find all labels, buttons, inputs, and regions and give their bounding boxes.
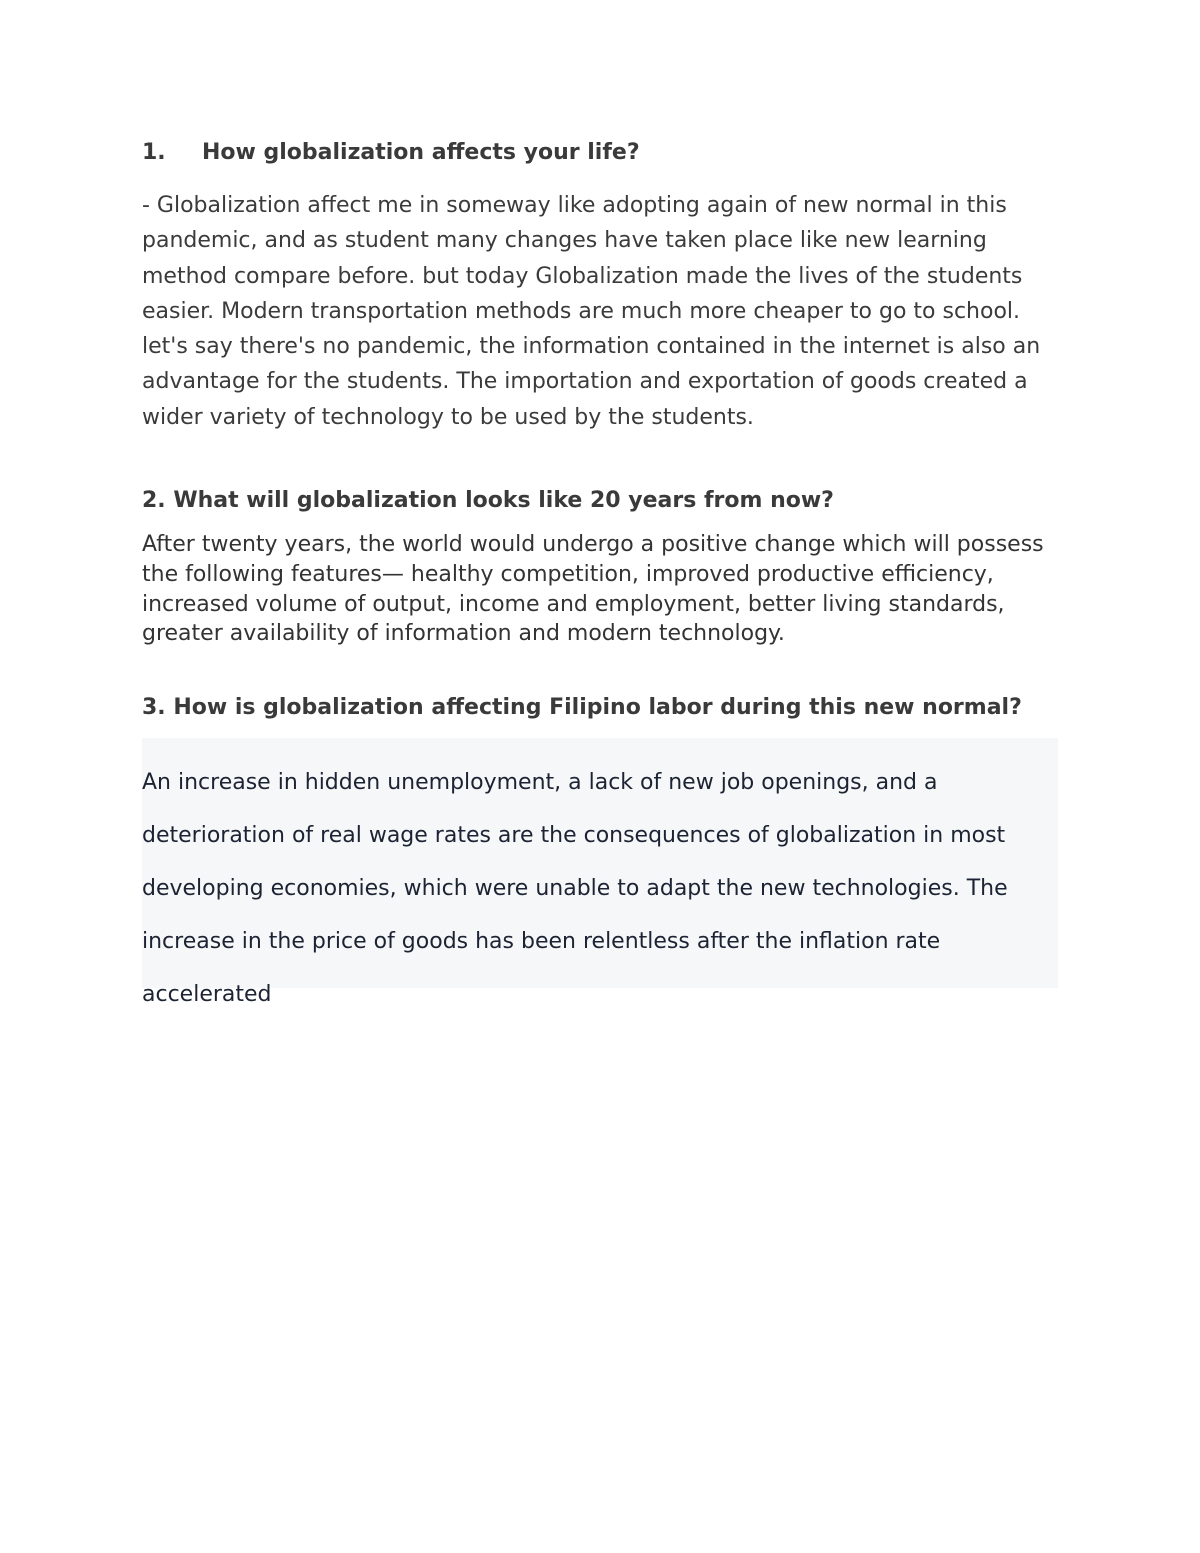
answer-2: After twenty years, the world would undergo a positive change which will possess the following features— healthy competition, improved productive efficiency, increased volume of output, income and employment, better living standards, greater availability of information and modern technology. bbox=[142, 532, 1044, 647]
question-2-heading: 2. What will globalization looks like 20 years from now? bbox=[142, 488, 834, 514]
question-1-heading bbox=[142, 138, 1058, 168]
answer-3: An increase in hidden unemployment, a lack of new job openings, and a deterioration of real wage rates are the consequences of globalization in most developing economies, which were unable to adapt the new technologies. The increase in the price of goods has been relentless after the inflation rate accelerated bbox=[142, 770, 1008, 1008]
document-page bbox=[142, 138, 1058, 1008]
question-1-title: How globalization affects your life? bbox=[202, 140, 640, 165]
answer-3-highlight bbox=[142, 738, 1058, 1008]
question-1-number: 1. bbox=[142, 140, 166, 165]
question-3-heading: 3. How is globalization affecting Filipino labor during this new normal? bbox=[142, 695, 1022, 721]
answer-1: - Globalization affect me in someway like adopting again of new normal in this pandemic, and as student many changes have taken place like new learning method compare before. but today Globalization made the lives of the students easier. Modern transportation methods are much more cheaper to go to school. let's say there's no pandemic, the information contained in the internet is also an advantage for the students. The importation and exportation of goods created a wider variety of technology to be used by the students. bbox=[142, 193, 1041, 430]
